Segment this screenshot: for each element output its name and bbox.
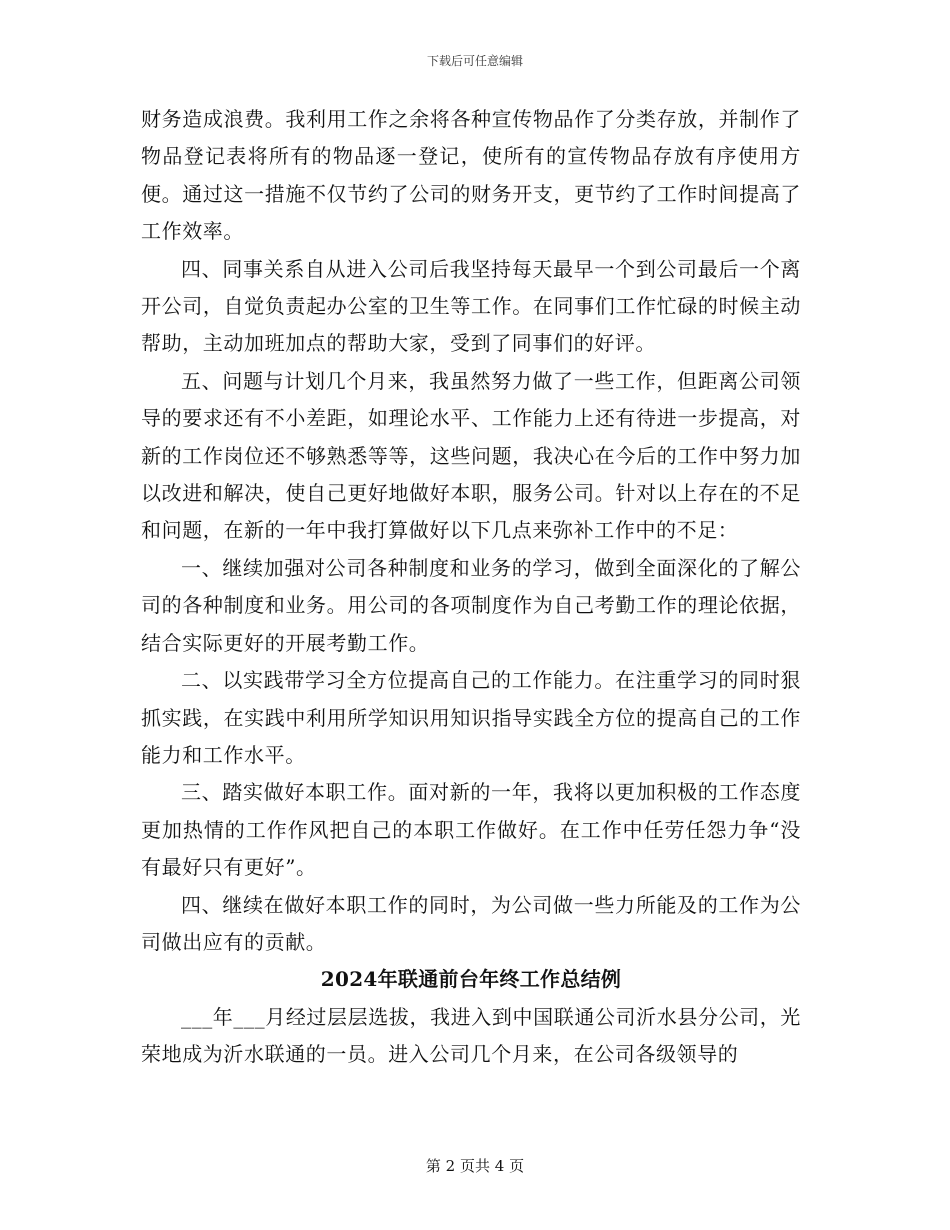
paragraph-plan-item-1: 一、继续加强对公司各种制度和业务的学习，做到全面深化的了解公司的各种制度和业务。用公司的各项制度作为自己考勤工作的理论依据，结合实际更好的开展考勤工作。 bbox=[141, 555, 801, 655]
paragraph-section-intro: ___年___月经过层层选拔，我进入到中国联通公司沂水县分公司，光荣地成为沂水联通的一员。进入公司几个月来，在公司各级领导的 bbox=[141, 1004, 801, 1067]
paragraph-continuation: 财务造成浪费。我利用工作之余将各种宣传物品作了分类存放，并制作了物品登记表将所有的物品逐一登记，使所有的宣传物品存放有序使用方便。通过这一措施不仅节约了公司的财务开支，更节约了工作时间提高了工作效率。 bbox=[141, 107, 801, 244]
paragraph-plan-item-2: 二、以实践带学习全方位提高自己的工作能力。在注重学习的同时狠抓实践，在实践中利用所学知识用知识指导实践全方位的提高自己的工作能力和工作水平。 bbox=[141, 668, 801, 767]
paragraph-plan-item-4: 四、继续在做好本职工作的同时，为公司做一些力所能及的工作为公司做出应有的贡献。 bbox=[141, 892, 801, 954]
paragraph-plan-item-3: 三、踏实做好本职工作。面对新的一年，我将以更加积极的工作态度更加热情的工作作风把自己的本职工作做好。在工作中任劳任怨力争“没有最好只有更好”。 bbox=[141, 780, 801, 880]
page-header: 下载后可任意编辑 bbox=[426, 54, 523, 68]
paragraph-problems-and-plan: 五、问题与计划几个月来，我虽然努力做了一些工作，但距离公司领导的要求还有不小差距，如理论水平、工作能力上还有待进一步提高，对新的工作岗位还不够熟悉等等，这些问题，我决心在今后的工作中努力加以改进和解决，使自己更好地做好本职，服务公司。针对以上存在的不足和问题，在新的一年中我打算做好以下几点来弥补工作中的不足： bbox=[141, 368, 801, 543]
section-title: 2024年联通前台年终工作总结例 bbox=[320, 967, 622, 992]
document-body bbox=[141, 101, 801, 1074]
paragraph-colleague-relations: 四、同事关系自从进入公司后我坚持每天最早一个到公司最后一个离开公司，自觉负责起办公室的卫生等工作。在同事们工作忙碌的时候主动帮助，主动加班加点的帮助大家，受到了同事们的好评。 bbox=[141, 256, 801, 356]
page-footer: 第 2 页共 4 页 bbox=[425, 1157, 525, 1175]
